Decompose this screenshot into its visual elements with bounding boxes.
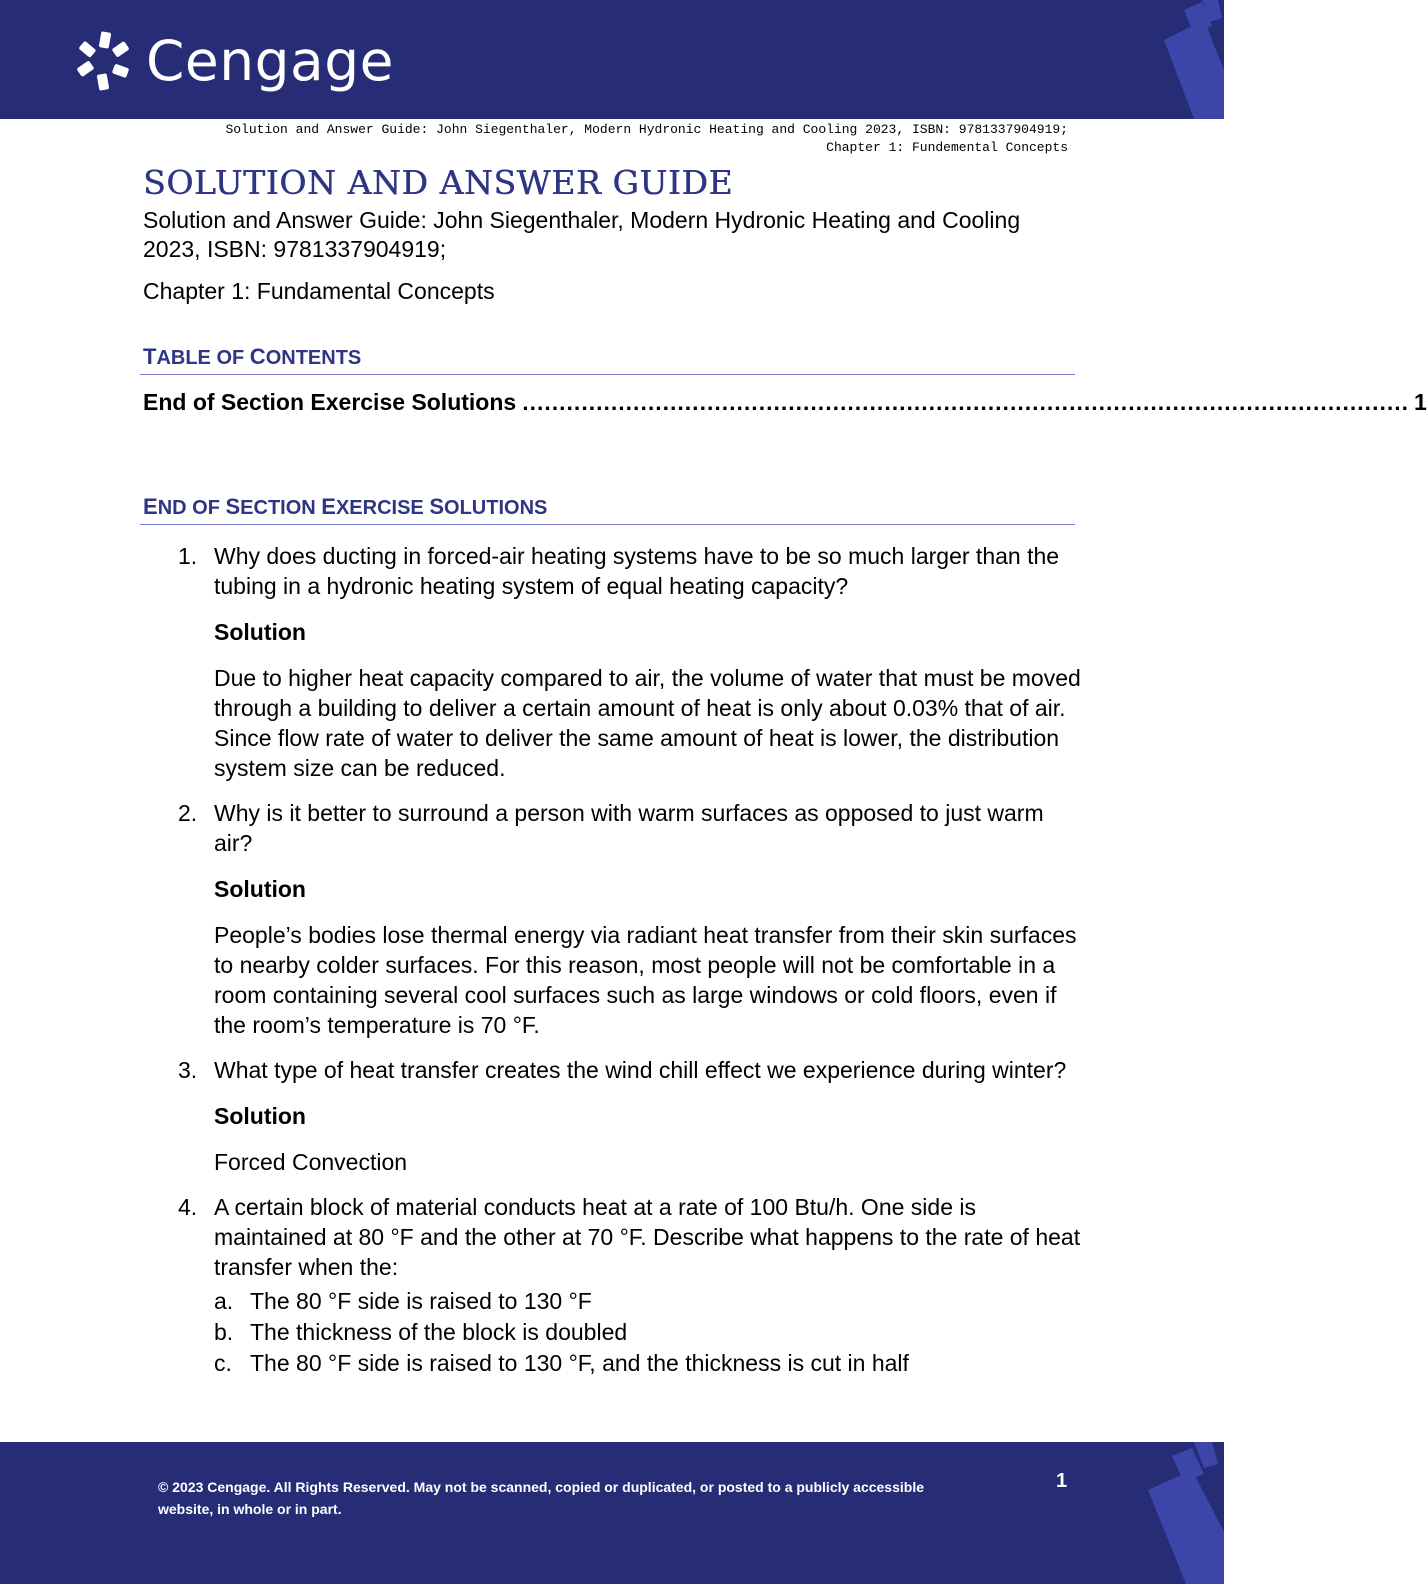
question-1 xyxy=(143,541,1083,783)
brand-name: Cengage xyxy=(146,29,394,93)
toc-leader-dots: ........................................................................................................................ xyxy=(522,389,1410,415)
page-number: 1 xyxy=(1056,1470,1068,1492)
question-2 xyxy=(143,798,1083,1040)
solution-text: People’s bodies lose thermal energy via radiant heat transfer from their skin surfaces to nearby colder surfaces. For this reason, most people will not be comfortable in a room containing several cool surfaces such as large windows or cold floors, even if the room’s temperature is 70 °F. xyxy=(214,922,1077,1038)
header-band xyxy=(0,0,1224,119)
copyright-notice: © 2023 Cengage. All Rights Reserved. May not be scanned, copied or duplicated, or posted to a publicly accessible website, in whole or in part. xyxy=(158,1479,925,1517)
sub-item-text: The 80 °F side is raised to 130 °F xyxy=(250,1288,592,1314)
document-title: SOLUTION AND ANSWER GUIDE xyxy=(143,163,734,202)
running-head-line1: Solution and Answer Guide: John Siegenthaler, Modern Hydronic Heating and Cooling 2023, ISBN: 9781337904919; xyxy=(225,122,1068,137)
document-body xyxy=(143,160,1427,1379)
sub-item-list xyxy=(214,1286,1083,1379)
header-corner-shape-icon xyxy=(1144,0,1224,119)
sub-item-label: c. xyxy=(214,1350,232,1376)
cengage-star-icon xyxy=(74,30,136,92)
toc-entry[interactable] xyxy=(143,389,1427,416)
exercises-heading: END OF SECTION EXERCISE SOLUTIONS xyxy=(140,494,1075,525)
footer-band xyxy=(0,1442,1224,1584)
running-head xyxy=(225,121,1068,157)
cengage-logo xyxy=(74,30,394,92)
question-number: 4. xyxy=(178,1194,198,1220)
question-4 xyxy=(143,1192,1083,1379)
sub-item-text: The 80 °F side is raised to 130 °F, and the thickness is cut in half xyxy=(250,1350,909,1376)
toc-entry-title: End of Section Exercise Solutions xyxy=(143,389,517,415)
question-number: 1. xyxy=(178,543,198,569)
exercise-list xyxy=(143,541,1083,1379)
sub-item xyxy=(214,1348,1083,1379)
chapter-title: Chapter 1: Fundamental Concepts xyxy=(143,278,495,304)
solution-label: Solution xyxy=(214,1103,306,1129)
question-number: 2. xyxy=(178,800,198,826)
cengage-corner-shape-icon xyxy=(1134,1442,1224,1584)
question-3 xyxy=(143,1055,1083,1177)
question-text: A certain block of material conducts heat at a rate of 100 Btu/h. One side is maintained at 80 °F and the other at 70 °F. Describe what happens to the rate of heat transfer when the: xyxy=(214,1194,1081,1280)
sub-item-label: a. xyxy=(214,1288,234,1314)
question-number: 3. xyxy=(178,1057,198,1083)
toc-heading: TABLE OF CONTENTS xyxy=(140,344,1075,375)
running-head-line2: Chapter 1: Fundemental Concepts xyxy=(826,140,1068,155)
document-subtitle: Solution and Answer Guide: John Siegenthaler, Modern Hydronic Heating and Cooling 2023, ISBN: 9781337904919; xyxy=(143,207,1021,262)
sub-item-text: The thickness of the block is doubled xyxy=(250,1319,628,1345)
solution-label: Solution xyxy=(214,876,306,902)
sub-item-label: b. xyxy=(214,1319,234,1345)
solution-label: Solution xyxy=(214,619,306,645)
solution-text: Forced Convection xyxy=(214,1149,408,1175)
solution-text: Due to higher heat capacity compared to air, the volume of water that must be moved through a building to deliver a certain amount of heat is only about 0.03% that of air. Since flow rate of water to deliver the same amount of heat is lower, the distribution system size can be reduced. xyxy=(214,665,1081,781)
sub-item xyxy=(214,1317,1083,1348)
toc-entry-page: 1 xyxy=(1414,389,1427,415)
sub-item xyxy=(214,1286,1083,1317)
question-text: Why is it better to surround a person with warm surfaces as opposed to just warm air? xyxy=(214,800,1044,856)
question-text: What type of heat transfer creates the wind chill effect we experience during winter? xyxy=(214,1057,1067,1083)
question-text: Why does ducting in forced-air heating systems have to be so much larger than the tubing in a hydronic heating system of equal heating capacity? xyxy=(214,543,1060,599)
